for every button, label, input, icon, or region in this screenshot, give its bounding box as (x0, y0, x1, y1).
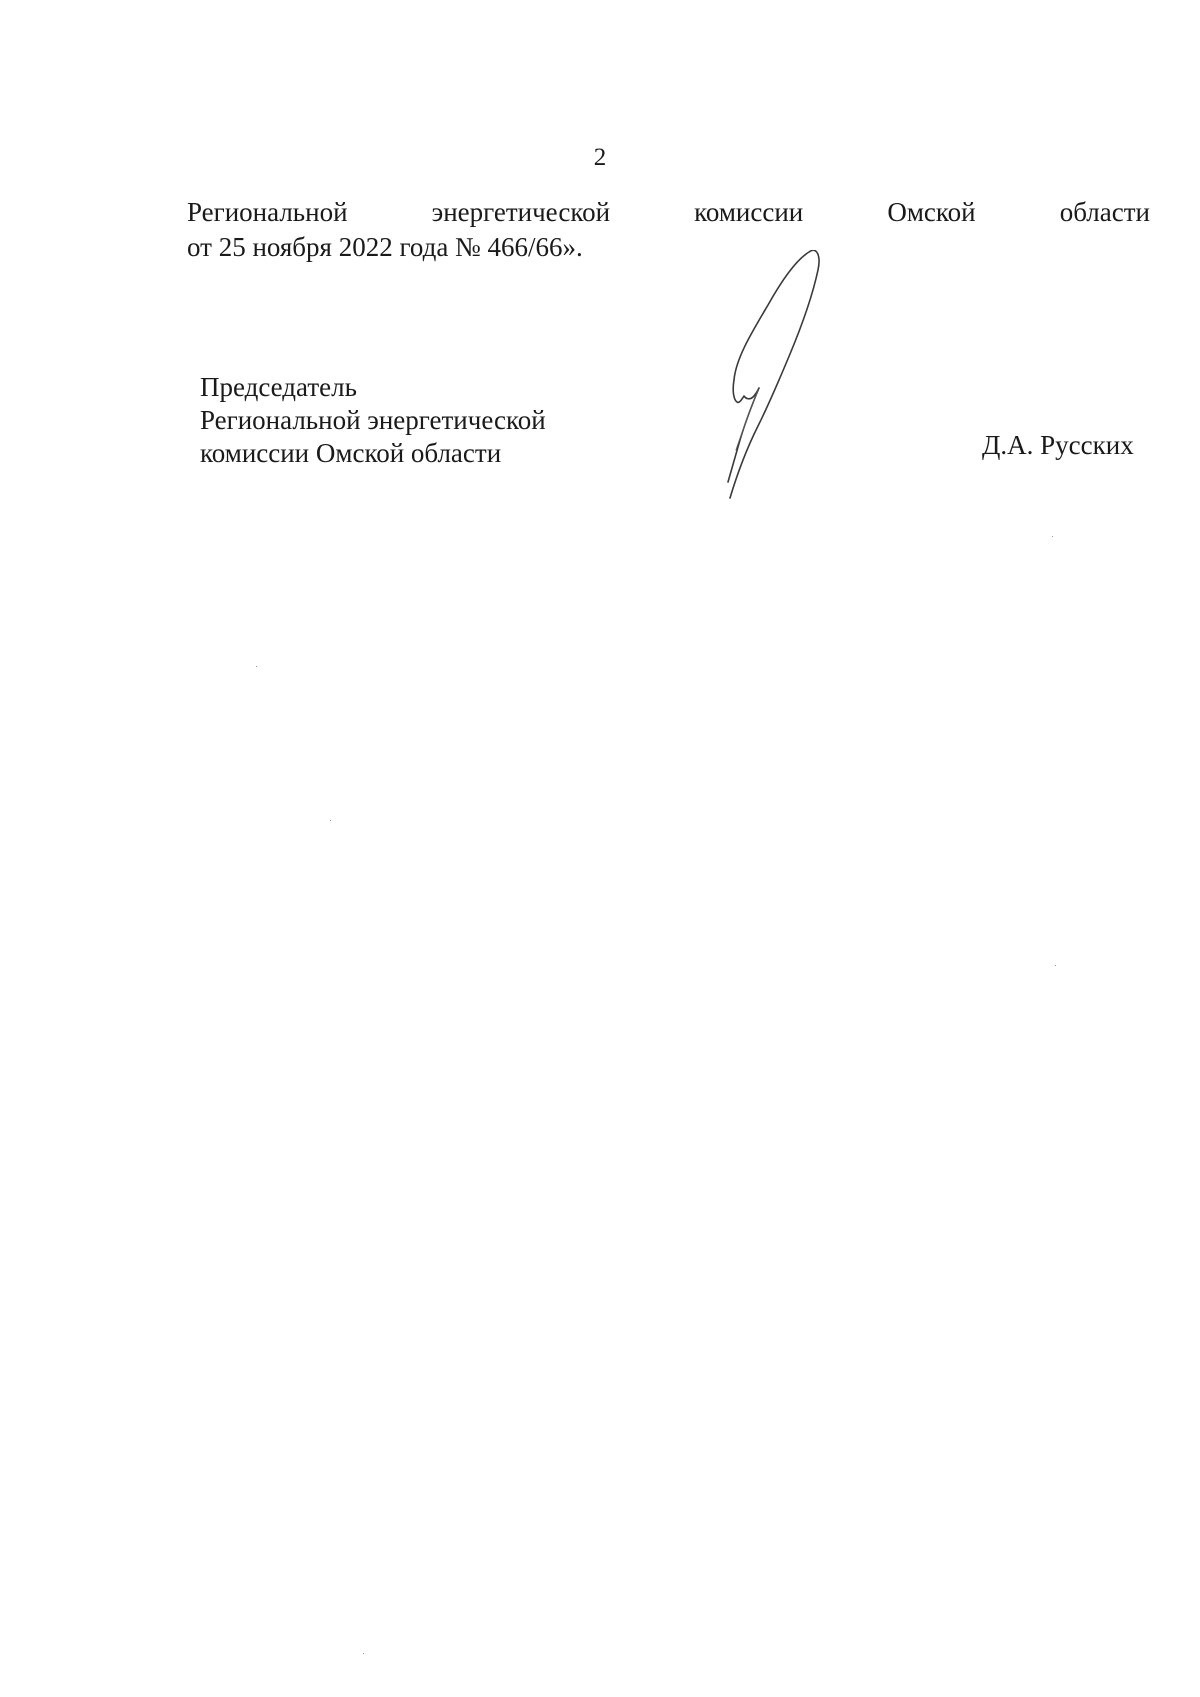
position-line-1: Председатель (200, 372, 357, 402)
word-2: энергетической (431, 197, 611, 227)
handwritten-signature (700, 250, 870, 530)
word-1: Региональной (187, 197, 348, 227)
word-4: Омской (887, 197, 976, 227)
continuation-line-2: от 25 ноября 2022 года № 466/66». (187, 232, 583, 262)
signer-name: Д.А. Русских (982, 430, 1134, 460)
position-line-3: комиссии Омской области (200, 438, 502, 468)
continuation-paragraph (187, 195, 1150, 265)
scan-speck (1055, 965, 1056, 966)
word-5: области (1059, 197, 1150, 227)
continuation-line-1 (187, 195, 1150, 230)
page-number: 2 (593, 144, 607, 171)
scan-speck (363, 1653, 364, 1654)
scan-speck (256, 666, 257, 667)
signatory-position (200, 371, 546, 470)
scan-speck (1052, 536, 1053, 537)
word-3: комиссии (694, 197, 804, 227)
position-line-2: Региональной энергетической (200, 405, 546, 435)
scan-speck (330, 820, 331, 821)
